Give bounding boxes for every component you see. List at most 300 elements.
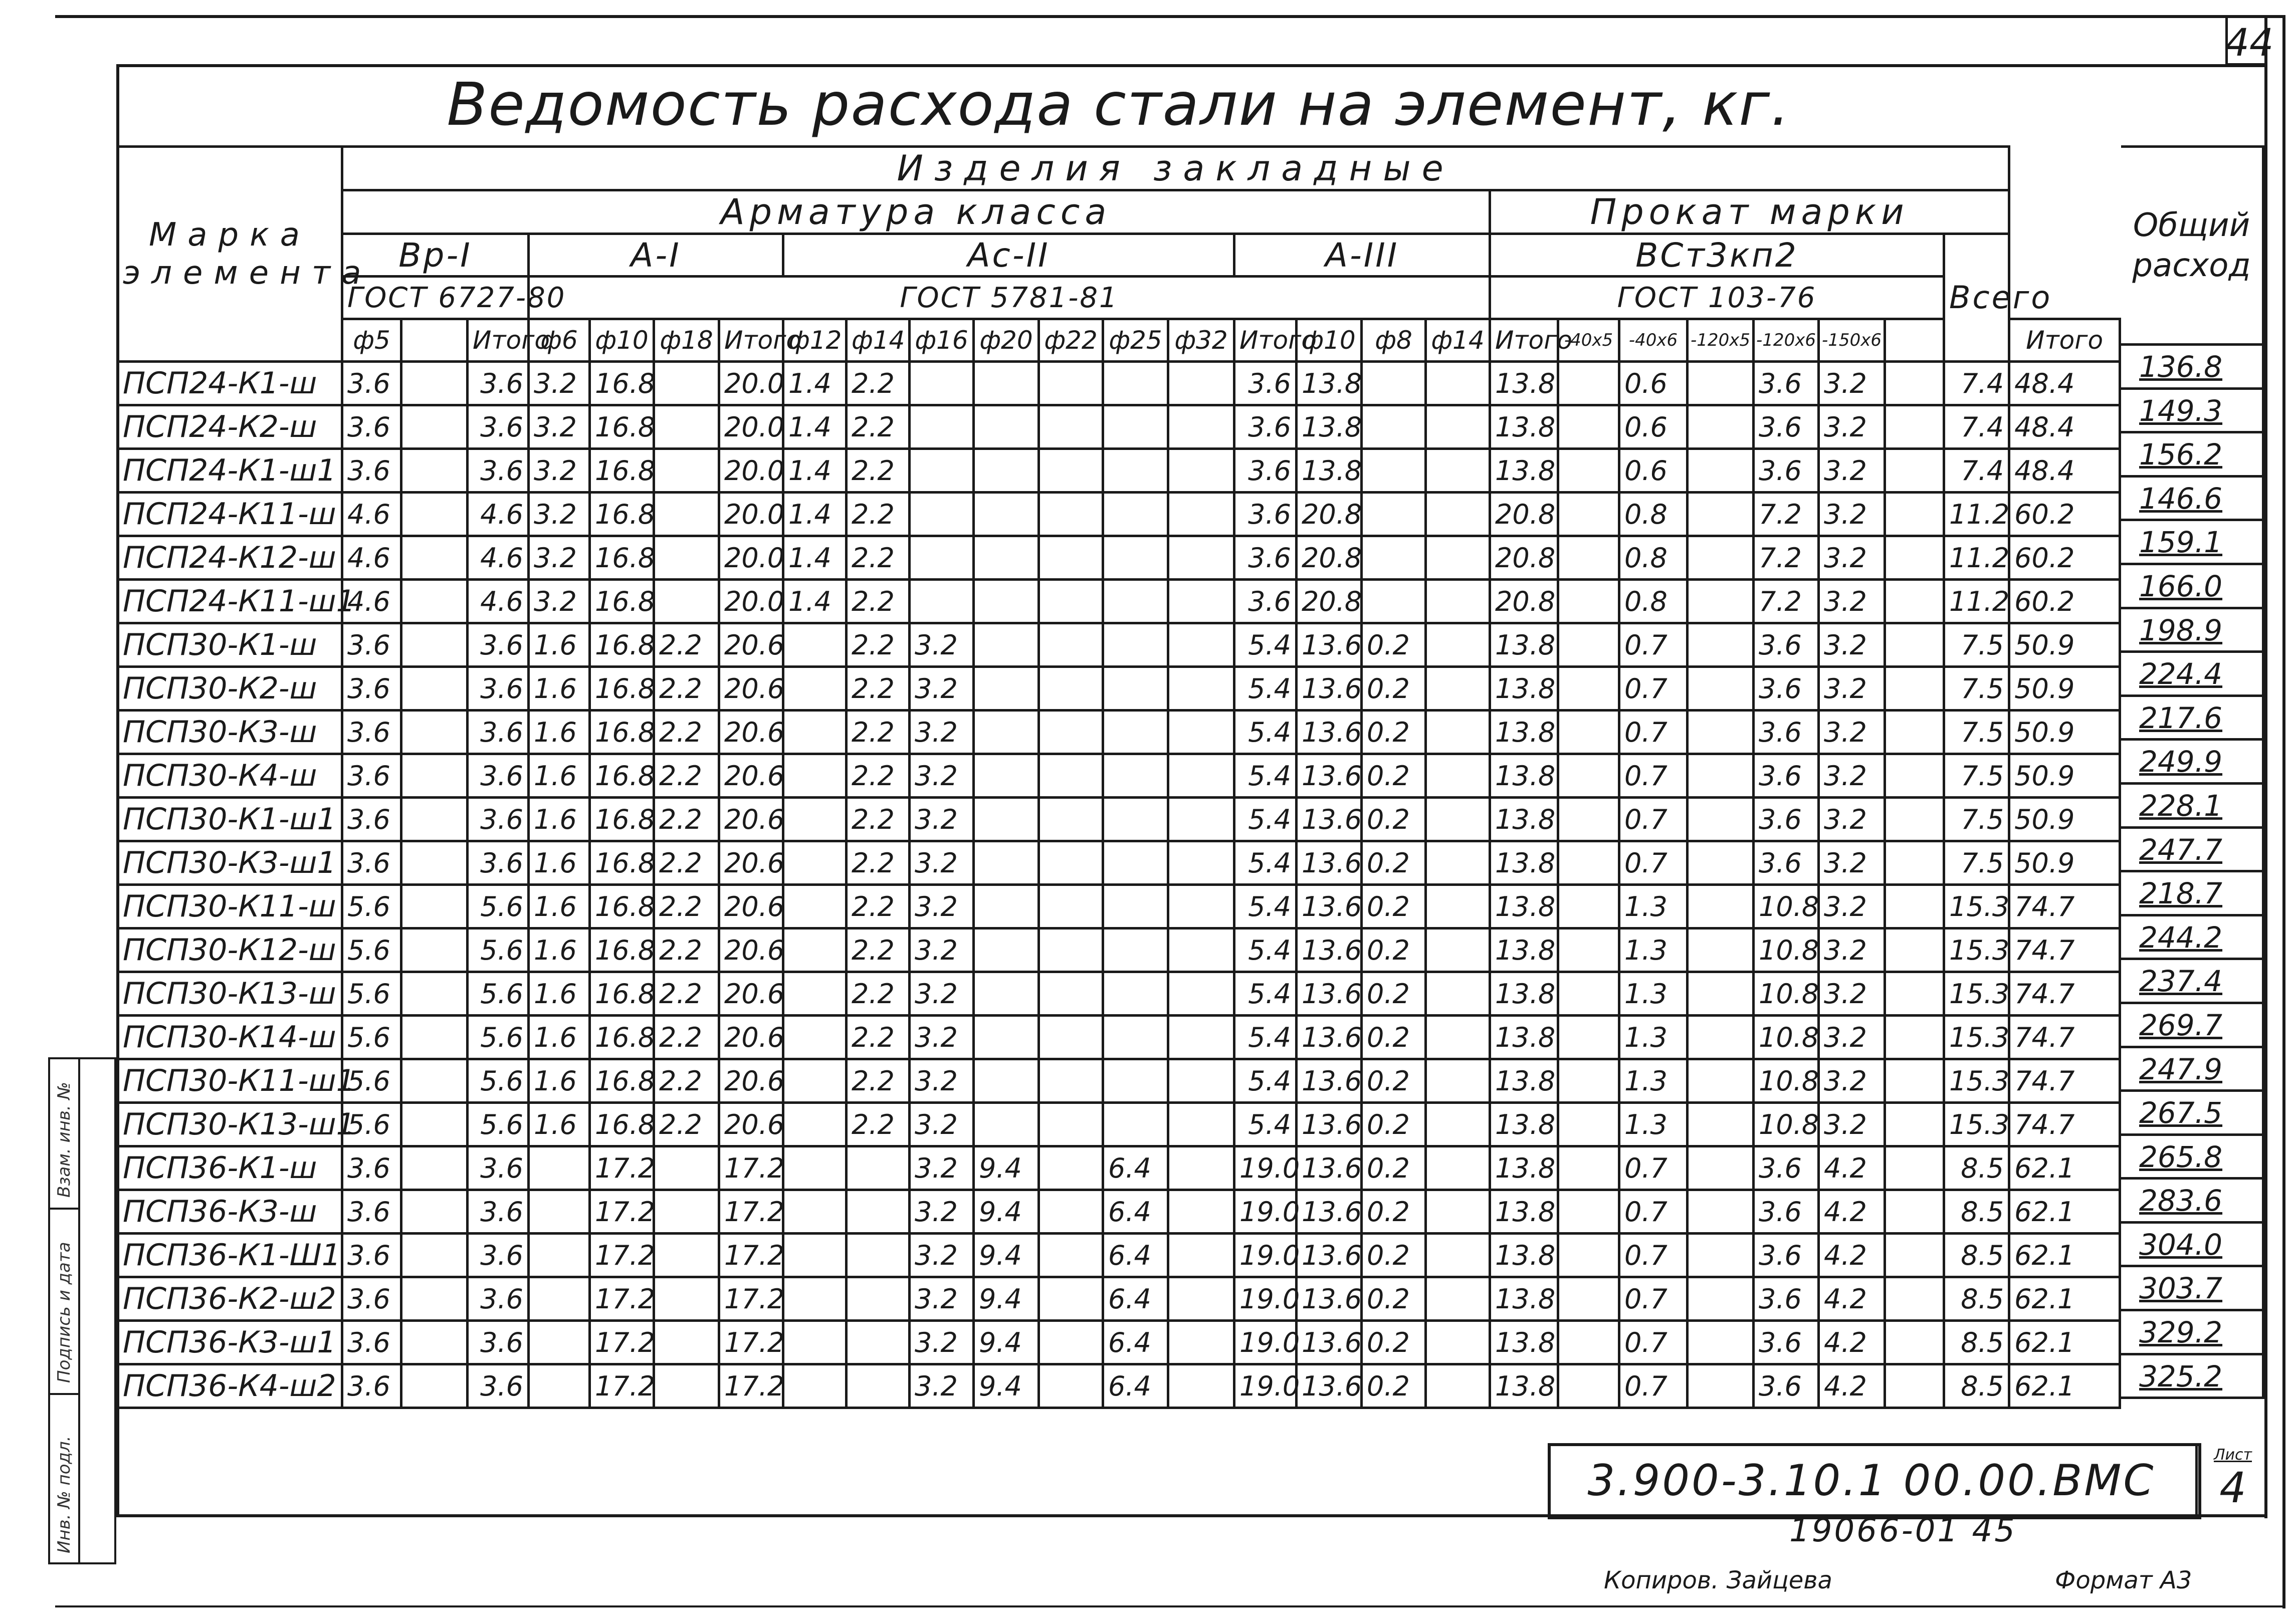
value-cell [654,1190,719,1234]
value-cell: 20.6 [719,841,783,885]
value-cell: 3.6 [468,1234,529,1277]
value-cell [1426,667,1490,711]
table-row [118,1190,2120,1234]
value-cell [401,667,468,711]
value-cell [1103,493,1168,536]
element-mark: ПСП30-К13-ш [118,972,342,1016]
value-cell: 15.3 [1944,972,2009,1016]
value-cell: 10.8 [1754,885,1819,929]
total-cell: 62.1 [2009,1364,2120,1408]
value-cell [1558,1234,1619,1277]
value-cell: 5.6 [342,885,401,929]
value-cell: 3.6 [468,1364,529,1408]
value-cell: 20.8 [1490,493,1558,536]
value-cell [974,362,1039,405]
value-cell [1103,1059,1168,1103]
value-cell [783,754,847,798]
value-cell [1558,1321,1619,1364]
table-row [118,449,2120,493]
value-cell [1885,1364,1944,1408]
value-cell: 0.2 [1362,1059,1426,1103]
value-cell: 13.6 [1297,1277,1362,1321]
value-cell: 8.5 [1944,1146,2009,1190]
element-mark: ПСП30-К11-ш1 [118,1059,342,1103]
value-cell: 13.8 [1297,449,1362,493]
value-cell [910,580,974,623]
value-cell [1558,798,1619,841]
header-rebar: Арматура класса [342,190,1490,234]
value-cell [1688,1146,1754,1190]
value-cell [401,1234,468,1277]
value-cell: 3.6 [1754,405,1819,449]
value-cell: 13.6 [1297,972,1362,1016]
value-cell [1688,798,1754,841]
value-cell: 16.8 [590,1059,654,1103]
value-cell: 2.2 [847,580,910,623]
header-class-a3: A-III [1234,234,1490,277]
value-cell [974,841,1039,885]
value-cell: 3.6 [1754,1321,1819,1364]
value-cell [1168,1190,1234,1234]
value-cell [1168,1277,1234,1321]
subheader-cell: ф18 [654,319,719,362]
element-mark: ПСП36-К3-ш [118,1190,342,1234]
value-cell [1558,580,1619,623]
subheader-cell: ф12 [783,319,847,362]
value-cell [1426,1059,1490,1103]
value-cell [783,929,847,972]
value-cell [1885,798,1944,841]
value-cell [1426,1364,1490,1408]
value-cell: 2.2 [654,972,719,1016]
value-cell [1558,1059,1619,1103]
value-cell [1168,1364,1234,1408]
value-cell: 19.0 [1234,1277,1297,1321]
value-cell: 0.2 [1362,841,1426,885]
subheader-cell [1885,319,1944,362]
value-cell: 3.2 [1819,536,1885,580]
value-cell [1558,623,1619,667]
value-cell [1688,449,1754,493]
value-cell: 9.4 [974,1321,1039,1364]
value-cell: 9.4 [974,1146,1039,1190]
value-cell [1426,929,1490,972]
overall-cell: 146.6 [2121,478,2264,522]
value-cell [1688,841,1754,885]
value-cell [1426,798,1490,841]
value-cell: 7.5 [1944,711,2009,754]
value-cell: 2.2 [847,841,910,885]
value-cell: 10.8 [1754,972,1819,1016]
value-cell: 1.4 [783,449,847,493]
element-mark: ПСП24-К1-ш1 [118,449,342,493]
value-cell: 3.2 [910,1016,974,1059]
value-cell: 0.2 [1362,1146,1426,1190]
value-cell: 2.2 [847,711,910,754]
value-cell [1103,623,1168,667]
value-cell: 16.8 [590,493,654,536]
value-cell: 16.8 [590,667,654,711]
value-cell [1688,1321,1754,1364]
side-sep-2 [48,1393,78,1395]
value-cell: 0.2 [1362,1364,1426,1408]
element-mark: ПСП30-К2-ш [118,667,342,711]
value-cell: 0.2 [1362,1190,1426,1234]
value-cell [783,841,847,885]
value-cell: 13.8 [1490,1103,1558,1146]
value-cell [1103,929,1168,972]
value-cell: 13.8 [1490,1321,1558,1364]
value-cell [1168,1321,1234,1364]
value-cell: 20.6 [719,754,783,798]
value-cell: 3.6 [1754,841,1819,885]
value-cell [1688,1190,1754,1234]
table-row [118,711,2120,754]
value-cell [1168,623,1234,667]
value-cell: 13.8 [1297,362,1362,405]
value-cell: 6.4 [1103,1364,1168,1408]
value-cell: 13.6 [1297,754,1362,798]
value-cell: 0.2 [1362,1103,1426,1146]
value-cell [1168,1146,1234,1190]
subheader-cell: -40x5 [1558,319,1619,362]
value-cell: 16.8 [590,405,654,449]
value-cell: 13.8 [1490,405,1558,449]
value-cell: 20.0 [719,362,783,405]
value-cell: 3.6 [342,1277,401,1321]
value-cell [1885,623,1944,667]
value-cell: 17.2 [719,1364,783,1408]
value-cell: 11.2 [1944,536,2009,580]
element-mark: ПСП24-К1-ш [118,362,342,405]
value-cell [1688,493,1754,536]
value-cell [1688,1364,1754,1408]
value-cell [1362,536,1426,580]
value-cell: 13.6 [1297,1146,1362,1190]
value-cell: 0.7 [1619,1364,1688,1408]
header-mark: Марка элемента [118,147,342,362]
value-cell [401,1277,468,1321]
value-cell: 3.2 [910,1059,974,1103]
value-cell [974,536,1039,580]
value-cell: 20.6 [719,623,783,667]
value-cell: 3.2 [1819,362,1885,405]
value-cell [654,1277,719,1321]
value-cell [1103,972,1168,1016]
value-cell: 3.6 [468,1321,529,1364]
header-profile: Прокат марки [1490,190,2009,234]
value-cell: 3.6 [342,1364,401,1408]
value-cell: 13.8 [1297,405,1362,449]
element-mark: ПСП30-К4-ш [118,754,342,798]
subheader-cell: ф16 [910,319,974,362]
total-cell: 50.9 [2009,798,2120,841]
value-cell: 3.2 [910,623,974,667]
table-row [118,623,2120,667]
value-cell: 16.8 [590,841,654,885]
value-cell [847,1146,910,1190]
subheader-cell: Итого [719,319,783,362]
value-cell: 3.6 [1754,449,1819,493]
value-cell: 16.8 [590,580,654,623]
element-mark: ПСП30-К11-ш [118,885,342,929]
steel-consumption-table [116,145,2121,1409]
value-cell [1039,972,1103,1016]
page-title: Ведомость расхода стали на элемент, кг. [447,70,1791,139]
value-cell: 3.2 [529,493,590,536]
value-cell: 20.0 [719,493,783,536]
total-cell: 48.4 [2009,449,2120,493]
value-cell [1426,1103,1490,1146]
value-cell [1885,1234,1944,1277]
value-cell [974,885,1039,929]
value-cell: 3.2 [1819,623,1885,667]
value-cell: 13.6 [1297,1190,1362,1234]
value-cell: 3.6 [342,1146,401,1190]
value-cell [654,580,719,623]
value-cell: 20.6 [719,1059,783,1103]
value-cell: 4.2 [1819,1277,1885,1321]
value-cell: 13.8 [1490,711,1558,754]
value-cell [1168,580,1234,623]
total-cell: 74.7 [2009,1103,2120,1146]
value-cell: 2.2 [847,929,910,972]
value-cell: 3.6 [342,754,401,798]
value-cell: 6.4 [1103,1146,1168,1190]
value-cell [1168,1234,1234,1277]
value-cell [1168,754,1234,798]
total-cell: 48.4 [2009,362,2120,405]
value-cell [1168,711,1234,754]
value-cell [1688,972,1754,1016]
value-cell: 3.2 [910,667,974,711]
value-cell: 13.8 [1490,667,1558,711]
value-cell: 3.2 [1819,1103,1885,1146]
value-cell [401,885,468,929]
side-bottom-line [48,1562,116,1564]
value-cell: 11.2 [1944,493,2009,536]
value-cell: 7.5 [1944,841,2009,885]
value-cell [974,580,1039,623]
value-cell: 1.4 [783,580,847,623]
value-cell [1168,405,1234,449]
value-cell [847,1190,910,1234]
side-label-replace: Взам. инв. № [54,1082,74,1198]
value-cell [1426,623,1490,667]
element-mark: ПСП30-К12-ш [118,929,342,972]
value-cell: 5.6 [342,1016,401,1059]
value-cell [974,405,1039,449]
value-cell: 0.7 [1619,711,1688,754]
value-cell: 7.5 [1944,754,2009,798]
value-cell [1039,449,1103,493]
value-cell: 3.6 [1234,449,1297,493]
header-gost-a: ГОСТ 5781-81 [529,277,1490,319]
value-cell [1103,841,1168,885]
overall-cell: 247.9 [2121,1048,2264,1092]
value-cell [1426,1277,1490,1321]
value-cell [1362,493,1426,536]
header-class-vr: Вр-I [342,234,529,277]
value-cell: 8.5 [1944,1234,2009,1277]
value-cell: 4.6 [468,580,529,623]
value-cell [401,623,468,667]
value-cell [654,362,719,405]
value-cell [1558,536,1619,580]
overall-cell: 329.2 [2121,1311,2264,1355]
value-cell [1103,580,1168,623]
value-cell [1885,580,1944,623]
value-cell [401,929,468,972]
value-cell [974,972,1039,1016]
value-cell [529,1277,590,1321]
value-cell: 15.3 [1944,885,2009,929]
value-cell [654,536,719,580]
value-cell [1039,580,1103,623]
overall-cell: 247.7 [2121,829,2264,873]
value-cell: 0.7 [1619,623,1688,667]
value-cell: 1.6 [529,972,590,1016]
value-cell: 16.8 [590,1103,654,1146]
value-cell: 10.8 [1754,929,1819,972]
value-cell: 20.6 [719,1016,783,1059]
value-cell: 13.6 [1297,841,1362,885]
value-cell: 0.2 [1362,929,1426,972]
value-cell: 16.8 [590,362,654,405]
value-cell [401,536,468,580]
value-cell: 3.6 [342,449,401,493]
value-cell: 2.2 [654,754,719,798]
value-cell: 0.2 [1362,972,1426,1016]
side-stamp [48,1057,118,1564]
value-cell: 0.6 [1619,405,1688,449]
frame-right-line [2282,15,2285,1608]
value-cell: 20.6 [719,667,783,711]
value-cell [1885,711,1944,754]
value-cell [974,1059,1039,1103]
table-row [118,1321,2120,1364]
value-cell: 0.2 [1362,1277,1426,1321]
value-cell: 3.6 [468,798,529,841]
value-cell [1039,885,1103,929]
value-cell [1688,1016,1754,1059]
value-cell [1885,1190,1944,1234]
header-overall: Общий расход [2132,207,2251,284]
value-cell: 20.6 [719,798,783,841]
value-cell: 5.4 [1234,754,1297,798]
value-cell: 0.2 [1362,1234,1426,1277]
total-cell: 74.7 [2009,1016,2120,1059]
value-cell [1885,1103,1944,1146]
value-cell: 2.2 [654,1059,719,1103]
value-cell: 16.8 [590,798,654,841]
value-cell: 3.2 [1819,1016,1885,1059]
value-cell: 6.4 [1103,1190,1168,1234]
value-cell: 13.6 [1297,798,1362,841]
value-cell: 17.2 [590,1364,654,1408]
value-cell: 10.8 [1754,1016,1819,1059]
value-cell: 2.2 [654,841,719,885]
table-row [118,1103,2120,1146]
value-cell: 13.8 [1490,1234,1558,1277]
subheader-cell: Итого [468,319,529,362]
value-cell: 3.6 [468,1146,529,1190]
value-cell: 0.2 [1362,885,1426,929]
side-sep-1 [48,1208,78,1210]
value-cell: 3.6 [342,667,401,711]
value-cell [401,841,468,885]
subheader-cell: ф14 [847,319,910,362]
value-cell [1103,667,1168,711]
table-row [118,1277,2120,1321]
value-cell: 7.2 [1754,493,1819,536]
value-cell: 3.6 [1754,667,1819,711]
overall-cell: 267.5 [2121,1092,2264,1136]
table-body [118,362,2120,1408]
value-cell [1885,754,1944,798]
value-cell [1885,1321,1944,1364]
total-cell: 48.4 [2009,405,2120,449]
value-cell: 8.5 [1944,1321,2009,1364]
element-mark: ПСП36-К4-ш2 [118,1364,342,1408]
header-class-a1: A-I [529,234,783,277]
value-cell: 3.6 [468,1190,529,1234]
value-cell [401,754,468,798]
value-cell [1103,885,1168,929]
value-cell [783,1277,847,1321]
value-cell [1168,798,1234,841]
drawing-code: 3.900-3.10.1 00.00.ВМС [1587,1456,2156,1506]
overall-cell: 224.4 [2121,653,2264,697]
value-cell: 7.2 [1754,536,1819,580]
value-cell: 13.8 [1490,1190,1558,1234]
element-mark: ПСП24-К2-ш [118,405,342,449]
table-row [118,1146,2120,1190]
value-cell: 17.2 [719,1146,783,1190]
element-mark: ПСП30-К13-ш1 [118,1103,342,1146]
value-cell [1558,1277,1619,1321]
element-mark: ПСП30-К1-ш1 [118,798,342,841]
value-cell: 3.2 [529,580,590,623]
value-cell: 3.2 [910,754,974,798]
subheader-cell: Итого [1234,319,1297,362]
value-cell: 4.2 [1819,1234,1885,1277]
value-cell [1885,1146,1944,1190]
value-cell: 3.2 [910,885,974,929]
value-cell [401,798,468,841]
value-cell: 3.2 [1819,667,1885,711]
value-cell [783,1146,847,1190]
value-cell [783,623,847,667]
total-cell: 74.7 [2009,929,2120,972]
value-cell [1688,1103,1754,1146]
element-mark: ПСП36-К1-Ш1 [118,1234,342,1277]
value-cell [1039,798,1103,841]
total-cell: 50.9 [2009,754,2120,798]
value-cell: 3.2 [910,798,974,841]
value-cell: 16.8 [590,754,654,798]
value-cell: 3.6 [1754,1277,1819,1321]
value-cell: 1.4 [783,493,847,536]
value-cell [1688,623,1754,667]
value-cell: 20.6 [719,929,783,972]
value-cell: 1.3 [1619,1103,1688,1146]
subheader-cell: -40x6 [1619,319,1688,362]
value-cell: 16.8 [590,929,654,972]
subheader-cell: Итого [2009,319,2120,362]
value-cell: 1.6 [529,885,590,929]
value-cell [974,667,1039,711]
